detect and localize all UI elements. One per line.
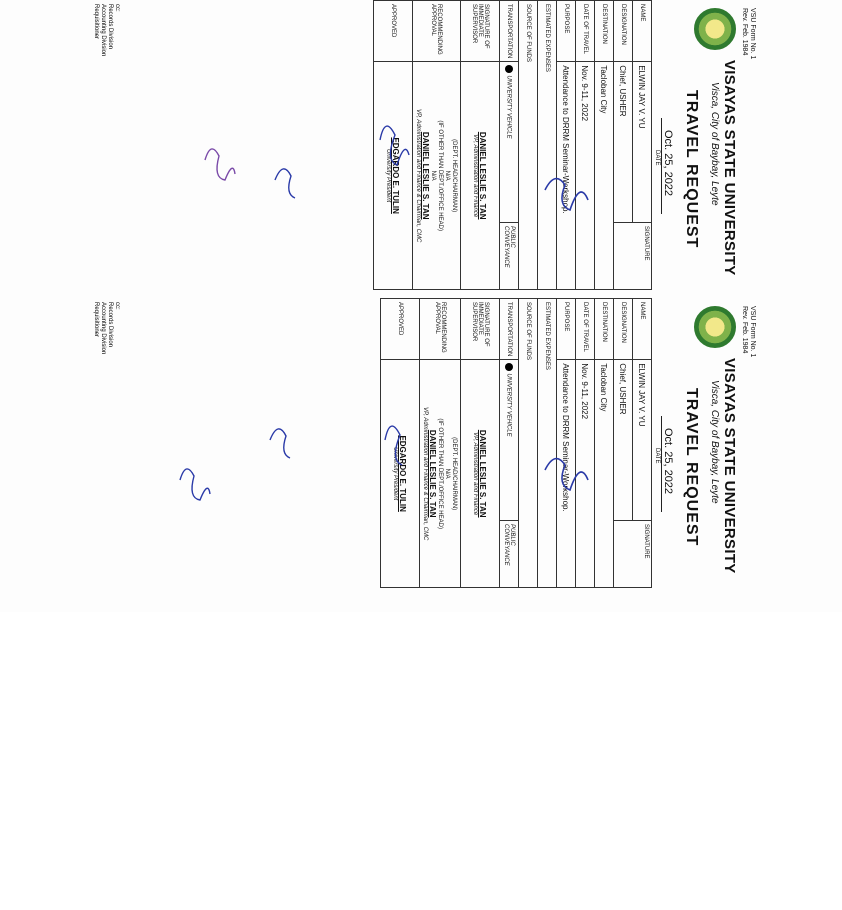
option-public-conveyance [500,223,519,290]
label-supervisor: SIGNATURE OF IMMEDIATE SUPERVISOR [461,1,500,62]
label-designation: DESIGNATION [614,299,633,360]
label-supervisor: SIGNATURE OF IMMEDIATE SUPERVISOR [461,299,500,360]
row-recommending [420,299,461,588]
approver-block [374,62,413,290]
other-head-label: (IF OTHER THAN DEPT./OFFICE HEAD) [437,120,443,231]
supervisor-title: VP, Administration and Finance [472,432,479,516]
row-transportation [500,1,519,290]
university-address: Visca, City of Baybay, Leyte [709,82,720,206]
label-name: NAME [633,1,652,62]
label-public-conveyance: PUBLIC CONVEYANCE [503,226,515,268]
dept-head-na: N/A [444,170,450,181]
option-public-conveyance [500,521,519,588]
label-approved: APPROVED [381,299,420,360]
approver-name: EDGARDO E. TULIN [391,137,401,214]
request-table [380,298,652,588]
date-underline [661,416,662,512]
row-purpose [557,1,576,290]
form-title: TRAVEL REQUEST [683,388,700,547]
cc-accounting: Accounting Division [100,4,106,57]
dept-head-na: N/A [444,468,450,479]
row-purpose [557,299,576,588]
row-destination [595,1,614,290]
selected-bullet-icon [505,363,513,371]
travel-request-form-2 [392,298,760,910]
row-supervisor [461,299,500,588]
option-university-vehicle [500,62,519,223]
other-head-label: (IF OTHER THAN DEPT./OFFICE HEAD) [437,418,443,529]
cc-label: cc: [114,4,120,12]
label-destination: DESTINATION [595,1,614,62]
supervisor-block [461,360,500,588]
label-designation: DESIGNATION [614,1,633,62]
value-destination: Tacloban City [595,360,614,588]
supervisor-name: DANIEL LESLIE S. TAN [478,429,488,518]
date-value: Oct. 25, 2022 [662,130,674,197]
value-date-of-travel: Nov. 9-11, 2022 [576,62,595,290]
label-public-conveyance: PUBLIC CONVEYANCE [503,524,515,566]
row-recommending [413,1,461,290]
signature-cell [614,223,652,290]
row-destination [595,299,614,588]
row-date-of-travel [576,1,595,290]
request-table [373,0,652,290]
row-transportation [500,299,519,588]
row-approved [381,299,420,588]
value-name: ELWIN JAY V. YU [633,62,652,223]
form-revision: Rev. Feb. 1984 [741,8,748,56]
recommending-block [413,62,461,290]
value-designation: Chief, USHER [614,360,633,521]
option-university-vehicle [500,360,519,521]
president-signature-2 [180,469,210,500]
row-approved [374,1,413,290]
other-head-name: DANIEL LESLIE S. TAN [421,131,430,220]
head-signature-1 [275,169,295,198]
label-approved: APPROVED [374,1,413,62]
value-purpose: Attendance to DRRM Seminar-Workshop. [557,62,576,290]
value-name: ELWIN JAY V. YU [633,360,652,521]
label-estimated-expenses: ESTIMATED EXPENSES [538,299,557,588]
form-number-block [740,8,756,59]
supervisor-block [461,62,500,290]
label-purpose: PURPOSE [557,299,576,360]
approver-name: EDGARDO E. TULIN [398,435,408,512]
signature-cell [614,521,652,588]
label-estimated-expenses: ESTIMATED EXPENSES [538,1,557,290]
form-number: VSU Form No. 1 [749,306,756,358]
university-name: VISAYAS STATE UNIVERSITY [721,60,738,276]
other-head-na: N/A [430,170,436,181]
university-name: VISAYAS STATE UNIVERSITY [721,358,738,574]
row-name [633,299,652,588]
cc-accounting: Accounting Division [100,302,106,355]
approver-title: University President [392,446,399,501]
recommending-block [420,360,461,588]
form-revision: Rev. Feb. 1984 [741,306,748,354]
other-head-title: VP, Administration and Finance & Chairman, CMC [415,108,421,243]
cc-label: cc: [114,302,120,310]
cc-block-2 [92,302,120,354]
form-title: TRAVEL REQUEST [683,90,700,249]
other-head-title: VP, Administration and Finance & Chairman, CMC [422,406,428,541]
value-designation: Chief, USHER [614,62,633,223]
cc-requisitioner: Requisitioner [93,4,99,40]
label-destination: DESTINATION [595,299,614,360]
cc-records: Records Division [107,4,113,50]
university-address: Visca, City of Baybay, Leyte [709,380,720,504]
label-source-of-funds: SOURCE OF FUNDS [519,299,538,588]
university-seal-icon [694,306,736,348]
value-date-of-travel: Nov. 9-11, 2022 [576,360,595,588]
row-date-of-travel [576,299,595,588]
label-university-vehicle: UNIVERSITY VEHICLE [505,75,512,139]
label-transportation: TRANSPORTATION [500,299,519,360]
label-signature: SIGNATURE [643,226,649,261]
date-underline [661,118,662,214]
label-source-of-funds: SOURCE OF FUNDS [519,1,538,290]
date-label: DATE [654,448,660,464]
value-purpose: Attendance to DRRM Seminar-Workshop. [557,360,576,588]
form-number: VSU Form No. 1 [749,8,756,60]
label-transportation: TRANSPORTATION [500,1,519,62]
approver-title: University President [385,148,392,203]
value-destination: Tacloban City [595,62,614,290]
form-number-block [740,306,756,357]
dept-head-label: (DEPT. HEAD/CHAIRMAN) [451,139,457,213]
row-source-of-funds [519,299,538,588]
selected-bullet-icon [505,65,513,73]
approver-block [381,360,420,588]
university-seal-icon [694,8,736,50]
label-name: NAME [633,299,652,360]
label-university-vehicle: UNIVERSITY VEHICLE [505,373,512,437]
row-estimated-expenses [538,1,557,290]
row-name [633,1,652,290]
supervisor-name: DANIEL LESLIE S. TAN [478,131,488,220]
dept-head-label: (DEPT. HEAD/CHAIRMAN) [451,437,457,511]
cc-records: Records Division [107,302,113,348]
label-recommending: RECOMMENDING APPROVAL [413,1,461,62]
date-value: Oct. 25, 2022 [662,428,674,495]
other-head-name: DANIEL LESLIE S. TAN [428,429,437,518]
cc-requisitioner: Requisitioner [93,302,99,338]
label-signature: SIGNATURE [643,524,649,559]
cc-block-1 [92,4,120,56]
president-signature-1 [205,149,235,180]
date-label: DATE [654,150,660,166]
row-estimated-expenses [538,299,557,588]
head-signature-2 [270,429,290,458]
row-source-of-funds [519,1,538,290]
row-supervisor [461,1,500,290]
label-date-of-travel: DATE OF TRAVEL [576,1,595,62]
supervisor-title: VP, Administration and Finance [472,134,479,218]
label-date-of-travel: DATE OF TRAVEL [576,299,595,360]
label-recommending: RECOMMENDING APPROVAL [420,299,461,360]
label-purpose: PURPOSE [557,1,576,62]
